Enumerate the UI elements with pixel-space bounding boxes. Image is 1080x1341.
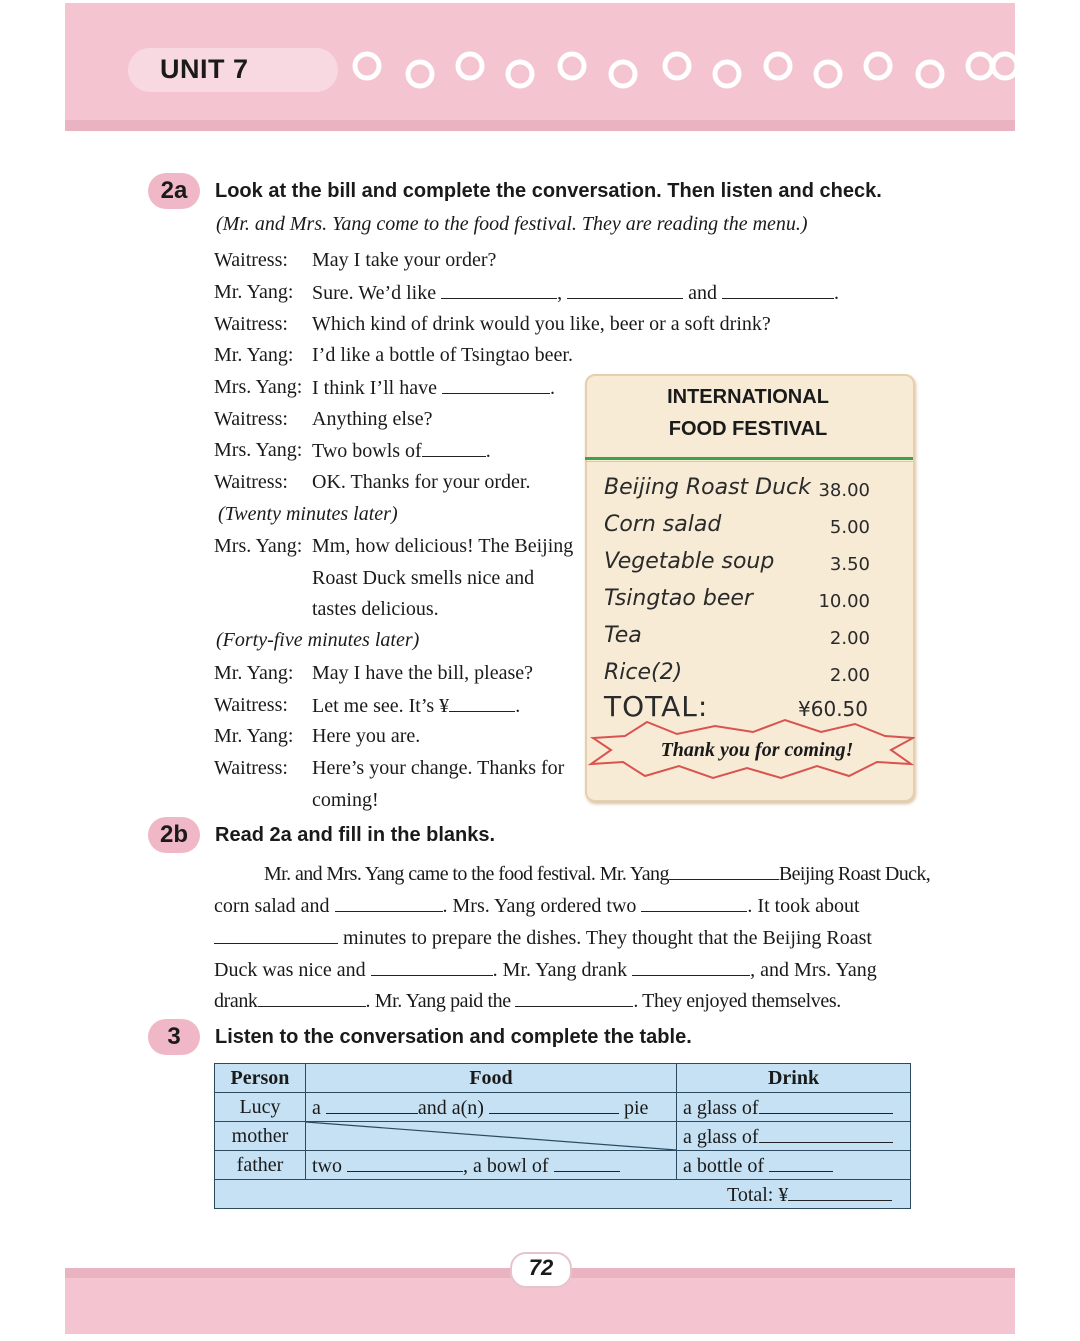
header-shadow [65,120,1015,131]
passage-text: . Mr. Yang paid the [365,990,511,1012]
dialogue-line: Here’s your change. Thanks for [312,757,565,779]
menu-title: INTERNATIONAL [667,386,829,408]
dialogue-text: Let me see. It’s ¥ [312,695,450,717]
dialogue-line [312,693,520,718]
table-header-row [215,1064,911,1093]
table-row [215,1180,911,1209]
menu-item-price: 3.50 [829,554,870,575]
answer-blank[interactable] [759,1095,893,1114]
dialogue-text: Sure. We’d like [312,282,437,304]
dialogue-text: I think I’ll have [312,377,437,399]
menu-item-price: 2.00 [829,628,870,649]
cell-text: a bottle of [683,1154,765,1177]
answer-blank[interactable] [489,1095,619,1114]
passage-text: corn salad and [214,895,330,917]
answer-blank[interactable] [371,957,493,976]
section-2a-instruction: Look at the bill and complete the conversation. Then listen and check. [215,180,882,202]
table-row [215,1151,911,1180]
answer-blank[interactable] [422,438,486,457]
drink-cell [677,1151,911,1180]
speaker-label: Waitress: [214,471,288,493]
person-cell: Lucy [215,1093,306,1122]
passage-line [214,925,872,950]
food-cell [306,1093,677,1122]
answer-blank[interactable] [554,1153,620,1172]
menu-item-name: Tsingtao beer [604,586,753,611]
answer-blank[interactable] [214,925,338,944]
dialogue-line: Which kind of drink would you like, beer or a soft drink? [312,313,771,335]
menu-item-name: Corn salad [604,512,722,537]
speaker-label: Waitress: [214,249,288,271]
section-3-instruction: Listen to the conversation and complete the table. [215,1026,692,1048]
passage-text: . Mr. Yang drank [492,959,628,981]
dialogue-line: Mm, how delicious! The Beijing [312,535,574,557]
cell-text: Total: ¥ [727,1183,789,1206]
col-header-person: Person [215,1064,306,1093]
answer-blank[interactable] [669,861,779,880]
passage-text: Duck was nice and [214,959,366,981]
menu-title: FOOD FESTIVAL [668,418,828,440]
answer-blank[interactable] [441,280,557,299]
section-2a-badge: 2a [148,173,200,209]
dialogue-line: OK. Thanks for your order. [312,471,531,493]
cell-text: and a(n) [417,1096,484,1119]
answer-blank[interactable] [632,957,750,976]
dialogue-line [312,280,839,305]
menu-item-price: 38.00 [818,480,870,501]
drink-cell [677,1093,911,1122]
dialogue-line: tastes delicious. [312,598,439,620]
menu-item-name: Tea [604,623,642,648]
punct: . [515,695,521,717]
answer-blank[interactable] [788,1182,892,1201]
dialogue-line: Roast Duck smells nice and [312,567,535,589]
table-row [215,1093,911,1122]
speaker-label: Mr. Yang: [214,281,294,303]
speaker-label: Mrs. Yang: [214,376,303,398]
punct: . [485,440,491,462]
table-row [215,1122,911,1151]
answer-blank[interactable] [641,893,747,912]
context-note: (Mr. and Mrs. Yang come to the food festival. They are reading the menu.) [216,213,808,235]
menu-item-name: Vegetable soup [604,549,775,574]
decorative-rings [350,48,1015,94]
person-cell: mother [215,1122,306,1151]
page-number: 72 [528,1255,554,1280]
speaker-label: Mr. Yang: [214,344,294,366]
cell-text: a [312,1096,321,1119]
passage-line [214,893,860,918]
unit-title: UNIT 7 [160,54,249,84]
passage-line [264,861,930,886]
cell-text: , a bowl of [463,1154,549,1177]
answer-blank[interactable] [335,893,443,912]
menu-total-value: ¥60.50 [798,697,868,721]
passage-text: . Mrs. Yang ordered two [442,895,637,917]
answer-blank[interactable] [326,1095,418,1114]
section-2b-instruction: Read 2a and fill in the blanks. [215,824,496,846]
punct: , [557,282,563,304]
menu-divider [585,461,913,462]
section-3-badge: 3 [148,1019,200,1055]
answer-blank[interactable] [759,1124,893,1143]
answer-blank[interactable] [442,375,550,394]
dialogue-line: coming! [312,789,379,811]
passage-text: . They enjoyed themselves. [633,990,841,1012]
passage-line [214,957,877,982]
menu-item-name: Beijing Roast Duck [604,475,811,500]
menu-divider [585,457,913,460]
answer-blank[interactable] [258,988,366,1007]
punct: . [834,282,839,304]
dialogue-text: and [688,282,717,304]
speaker-label: Waitress: [214,408,288,430]
dialogue-line: I’d like a bottle of Tsingtao beer. [312,344,573,366]
dialogue-line [312,438,491,463]
dialogue-line: May I have the bill, please? [312,662,534,684]
menu-item-price: 5.00 [829,517,870,538]
order-table [214,1063,911,1209]
passage-text: Mr. and Mrs. Yang came to the food festival. Mr. Yang [264,863,669,885]
answer-blank[interactable] [722,280,834,299]
dialogue-text: Two bowls of [312,440,422,462]
speaker-label: Mrs. Yang: [214,439,303,461]
speaker-label: Mrs. Yang: [214,535,303,557]
passage-text: Beijing Roast Duck, [778,863,931,885]
passage-line [214,988,841,1013]
food-cell [306,1151,677,1180]
time-note: (Twenty minutes later) [218,503,398,525]
menu-item-price: 10.00 [818,591,870,612]
speaker-label: Mr. Yang: [214,725,294,747]
cell-text: two [312,1154,342,1177]
speaker-label: Waitress: [214,694,288,716]
time-note: (Forty-five minutes later) [216,629,420,651]
passage-text: , and Mrs. Yang [750,959,877,981]
answer-blank[interactable] [347,1153,463,1172]
col-header-food: Food [306,1064,677,1093]
dialogue-line [312,375,555,400]
answer-blank[interactable] [515,988,633,1007]
menu-item-price: 2.00 [829,665,870,686]
thanks-banner-text: Thank you for coming! [660,739,854,761]
dialogue-line: May I take your order? [312,249,497,271]
passage-text: minutes to prepare the dishes. They thought that the Beijing Roast [343,927,872,949]
total-cell [215,1180,911,1209]
dialogue-line: Anything else? [312,408,433,430]
menu-item-name: Rice(2) [604,660,683,685]
cell-text: pie [623,1096,649,1119]
cell-text: a glass of [683,1125,759,1148]
passage-text: drank [214,990,258,1012]
food-cell-crossed [306,1122,677,1151]
person-cell: father [215,1151,306,1180]
section-2b-badge: 2b [148,817,200,853]
speaker-label: Waitress: [214,313,288,335]
dialogue-line: Here you are. [312,725,421,747]
drink-cell [677,1122,911,1151]
cell-text: a glass of [683,1096,759,1119]
punct: . [549,377,555,399]
speaker-label: Waitress: [214,757,288,779]
passage-text: . It took about [747,895,860,917]
answer-blank[interactable] [449,693,515,712]
answer-blank[interactable] [769,1153,833,1172]
menu-total-label: TOTAL: [604,690,709,723]
answer-blank[interactable] [567,280,683,299]
col-header-drink: Drink [677,1064,911,1093]
diagonal-line [306,1122,676,1150]
speaker-label: Mr. Yang: [214,662,294,684]
